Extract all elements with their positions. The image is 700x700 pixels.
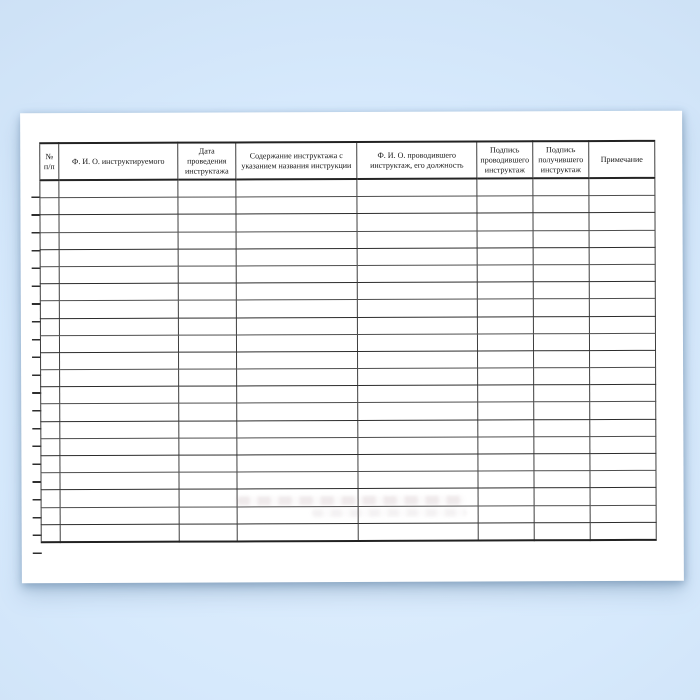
table-cell-instructor-name [357,179,477,197]
table-cell-instructed-name [60,369,179,387]
table-cell-recipient-signature [534,385,590,402]
table-cell-row-number [40,284,59,301]
table-cell-recipient-signature [533,247,589,264]
table-cell-instructor-name [357,334,477,352]
table-cell-instruction-content [237,369,358,387]
table-cell-instructor-name [357,196,477,214]
table-cell-instructed-name [59,249,178,267]
table-cell-recipient-signature [533,282,589,299]
table-cell-note [589,316,655,333]
table-cell-instruction-content [236,283,357,301]
table-cell-row-number [40,180,59,198]
table-cell-instructor-name [358,368,478,386]
table-cell-instruction-date [179,489,237,506]
table-cell-instructor-signature [478,368,534,385]
table-cell-instructed-name [59,232,178,250]
table-cell-row-number [41,524,60,542]
table-cell-recipient-signature [534,505,590,522]
table-cell-instructed-name [59,215,178,233]
table-cell-instructed-name [60,352,179,370]
table-cell-instruction-content [236,214,357,232]
table-cell-instruction-date [179,524,237,542]
table-cell-note [590,505,656,522]
table-cell-instructed-name [60,421,179,439]
table-cell-recipient-signature [534,436,590,453]
table-cell-recipient-signature [533,178,589,196]
table-cell-instructor-signature [478,454,534,471]
table-cell-instruction-date [178,179,236,197]
table-cell-instruction-date [178,197,236,214]
col-header-notes: Примечание [589,141,655,178]
table-cell-note [589,196,655,213]
table-cell-instruction-date [178,283,236,300]
table-cell-instruction-content [237,489,358,507]
table-cell-instruction-content [237,523,358,541]
table-body [40,178,656,542]
table-cell-recipient-signature [534,368,590,385]
col-header-instructor-signature: Подпись проводившего инструктаж [477,141,533,178]
table-cell-note [589,230,655,247]
table-cell-row-number [40,215,59,232]
table-cell-instructor-name [358,402,478,420]
table-cell-instruction-content [237,351,358,369]
table-cell-instruction-date [178,300,236,317]
table-cell-instructed-name [59,180,178,198]
table-cell-recipient-signature [533,213,589,230]
table-cell-instructor-name [357,231,477,249]
table-cell-instructor-name [358,454,478,472]
table-cell-instructor-name [358,506,478,524]
table-cell-row-number [40,249,59,266]
table-cell-recipient-signature [533,299,589,316]
table-cell-note [590,436,656,453]
col-header-recipient-signature: Подпись получившего инструктаж [533,141,589,178]
table-cell-instructor-name [357,299,477,317]
table-cell-instructor-signature [477,196,533,213]
table-cell-instructed-name [60,386,179,404]
table-cell-instruction-content [237,403,358,421]
table-cell-instruction-date [179,421,237,438]
table-cell-note [590,385,656,402]
table-cell-note [589,178,655,196]
table-cell-instruction-date [179,386,237,403]
table-cell-note [590,471,656,488]
table-cell-instructor-signature [478,385,534,402]
table-cell-instructor-name [358,471,478,489]
table-cell-row-number [41,438,60,455]
table-cell-recipient-signature [534,471,590,488]
table-cell-note [590,402,656,419]
table-cell-instructor-signature [477,299,533,316]
table-cell-instructor-name [358,420,478,438]
table-cell-note [589,213,655,230]
table-cell-instructor-name [357,317,477,335]
col-header-row-number: № п/п [40,143,59,180]
table-cell-instructed-name [60,438,179,456]
table-cell-note [590,419,656,436]
table-cell-recipient-signature [533,265,589,282]
table-cell-note [590,453,656,470]
table-cell-instruction-date [178,266,236,283]
table-cell-note [589,281,655,298]
col-header-instruction-content: Содержание инструктажа с указанием названия инструкции [236,142,357,179]
table-cell-instructor-name [358,385,478,403]
table-cell-instructed-name [59,283,178,301]
table-cell-instructed-name [59,335,178,353]
table-row [41,522,656,542]
table-cell-instruction-content [237,437,358,455]
table-cell-instructed-name [60,490,179,508]
table-cell-instruction-date [179,455,237,472]
table-cell-instructed-name [59,318,178,336]
table-cell-instruction-date [179,403,237,420]
table-cell-row-number [40,318,59,335]
table-cell-instruction-content [237,506,358,524]
table-cell-row-number [40,198,59,215]
table-cell-instructor-name [358,351,478,369]
table-cell-note [589,299,655,316]
table-cell-instructor-signature [477,213,533,230]
table-cell-instruction-content [236,334,357,352]
table-cell-note [590,367,656,384]
table-cell-instructor-signature [477,230,533,247]
table-cell-instruction-date [179,507,237,524]
col-header-instructor-name: Ф. И. О. проводившего инструктаж, его должность [357,142,477,179]
table-cell-row-number [41,507,60,524]
table-cell-instructed-name [60,455,179,473]
table-cell-instructor-signature [478,402,534,419]
col-header-instructed-name: Ф. И. О. инструктируемого [59,143,178,180]
table-cell-instruction-content [237,386,358,404]
table-cell-instructed-name [60,472,179,490]
document-page [20,111,684,584]
table-cell-instructor-name [358,437,478,455]
table-cell-row-number [41,370,60,387]
table-cell-instruction-date [178,232,236,249]
table-cell-row-number [41,490,60,507]
table-cell-recipient-signature [534,488,590,505]
table-cell-row-number [41,387,60,404]
table-cell-instructed-name [59,266,178,284]
table-cell-instruction-content [236,300,357,318]
table-cell-recipient-signature [533,196,589,213]
table-cell-instruction-content [237,454,358,472]
table-cell-instruction-content [236,265,357,283]
table-cell-row-number [41,421,60,438]
table-cell-recipient-signature [534,419,590,436]
table-cell-instructor-signature [477,316,533,333]
table-cell-instructor-signature [478,488,534,505]
table-cell-instructed-name [59,300,178,318]
table-cell-instruction-content [236,248,357,266]
table-cell-instruction-content [236,317,357,335]
table-cell-note [589,264,655,281]
table-cell-row-number [40,267,59,284]
table-cell-instructor-name [357,282,477,300]
table-cell-instruction-content [237,472,358,490]
table-cell-instructor-signature [477,333,533,350]
table-cell-recipient-signature [534,350,590,367]
table-cell-recipient-signature [533,230,589,247]
table-cell-instruction-content [236,231,357,249]
table-cell-recipient-signature [533,333,589,350]
table-cell-instructor-signature [477,282,533,299]
table-header [40,141,655,180]
table-cell-instruction-date [179,472,237,489]
table-cell-instructor-name [357,213,477,231]
table-cell-row-number [40,301,59,318]
table-cell-instructor-signature [478,505,534,522]
table-cell-note [590,522,656,540]
table-cell-instruction-date [179,438,237,455]
col-header-instruction-date: Дата проведения инструктажа [178,142,236,179]
header-row [40,141,655,180]
table-cell-instructed-name [60,404,179,422]
table-cell-instructor-signature [478,471,534,488]
instruction-log-table [39,140,657,543]
table-cell-instruction-date [178,249,236,266]
table-cell-instruction-date [178,214,236,231]
table-cell-recipient-signature [533,316,589,333]
table-cell-instructed-name [60,507,179,525]
table-cell-row-number [41,404,60,421]
table-cell-instructor-signature [477,265,533,282]
table-cell-row-number [40,335,59,352]
table-cell-instruction-date [178,317,236,334]
table-cell-instruction-content [236,179,357,197]
table-cell-note [589,247,655,264]
table-cell-instructor-name [358,523,478,541]
table-cell-instructor-signature [477,248,533,265]
table-cell-instruction-date [179,352,237,369]
table-cell-recipient-signature [534,522,590,540]
table-cell-instruction-content [236,197,357,215]
table-cell-note [589,333,655,350]
table-cell-recipient-signature [534,454,590,471]
table-cell-instructor-signature [477,178,533,196]
table-cell-instruction-date [178,335,236,352]
table-cell-row-number [41,473,60,490]
table-cell-instructor-name [357,248,477,266]
table-cell-row-number [40,232,59,249]
table-cell-row-number [41,352,60,369]
table-cell-note [590,350,656,367]
table-cell-instructor-name [358,488,478,506]
table-cell-instructor-signature [478,437,534,454]
table-cell-note [590,488,656,505]
table-cell-instructor-signature [478,351,534,368]
table-cell-recipient-signature [534,402,590,419]
table-cell-instructed-name [60,524,179,542]
table-cell-instruction-date [179,369,237,386]
table-cell-instructor-signature [478,523,534,541]
table-cell-instruction-content [237,420,358,438]
table-cell-instructor-name [357,265,477,283]
table-cell-row-number [41,456,60,473]
table-cell-instructed-name [59,197,178,215]
table-cell-instructor-signature [478,419,534,436]
